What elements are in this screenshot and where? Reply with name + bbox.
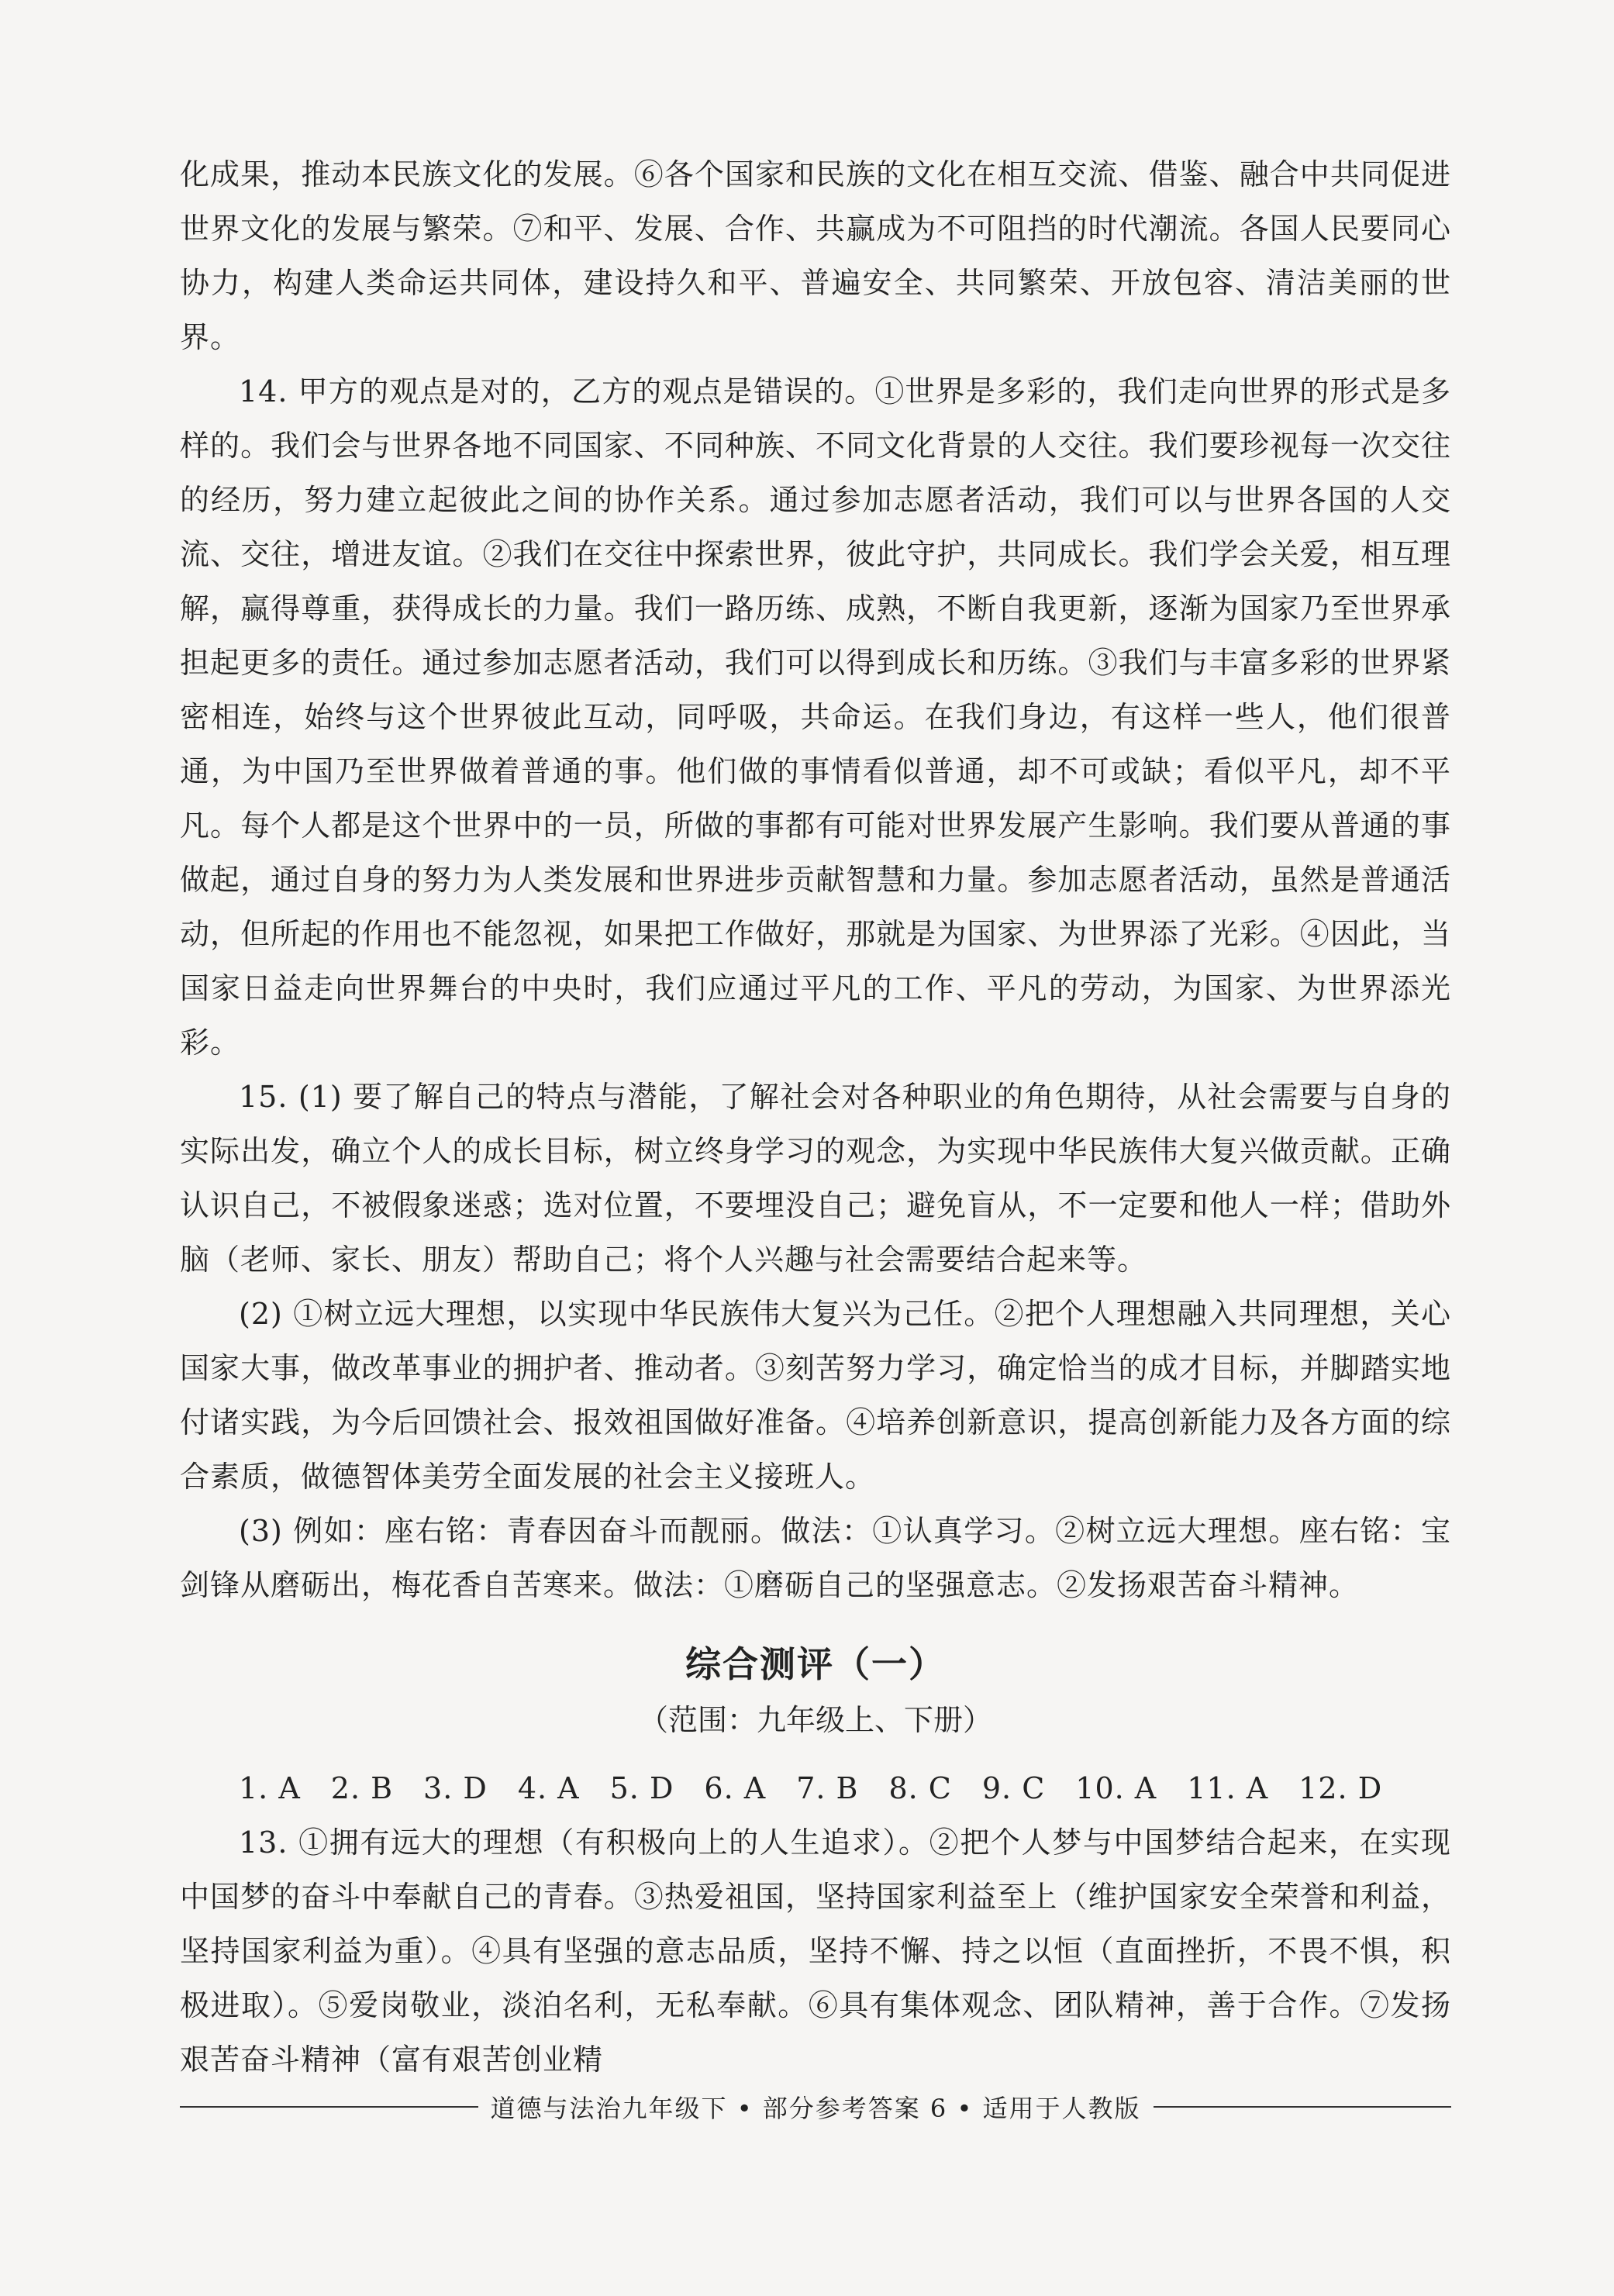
paragraph-q15-3: (3) 例如：座右铭：青春因奋斗而靓丽。做法：①认真学习。②树立远大理想。座右铭：宝剑锋从磨砺出，梅花香自苦寒来。做法：①磨砺自己的坚强意志。②发扬艰苦奋斗精神。 — [180, 1514, 1451, 1602]
answer-body — [180, 147, 1451, 2087]
footer-text: 道德与法治九年级下 • 部分参考答案 6 • 适用于人教版 — [490, 2094, 1141, 2123]
paragraph-q13: 13. ①拥有远大的理想（有积极向上的人生追求）。②把个人梦与中国梦结合起来，在实现中国梦的奋斗中奉献自己的青春。③热爱祖国，坚持国家利益至上（维护国家安全荣誉和利益，坚持国家利益为重）。④具有坚强的意志品质，坚持不懈、持之以恒（直面挫折，不畏不惧，积极进取）。⑤爱岗敬业，淡泊名利，无私奉献。⑥具有集体观念、团队精神，善于合作。⑦发扬艰苦奋斗精神（富有艰苦创业精 — [180, 1825, 1451, 2077]
footer-rule-right — [1154, 2106, 1452, 2108]
paragraph-q14: 14. 甲方的观点是对的，乙方的观点是错误的。①世界是多彩的，我们走向世界的形式是多样的。我们会与世界各地不同国家、不同种族、不同文化背景的人交往。我们要珍视每一次交往的经历，努力建立起彼此之间的协作关系。通过参加志愿者活动，我们可以与世界各国的人交流、交往，增进友谊。②我们在交往中探索世界，彼此守护，共同成长。我们学会关爱，相互理解，赢得尊重，获得成长的力量。我们一路历练、成熟，不断自我更新，逐渐为国家乃至世界承担起更多的责任。通过参加志愿者活动，我们可以得到成长和历练。③我们与丰富多彩的世界紧密相连，始终与这个世界彼此互动，同呼吸，共命运。在我们身边，有这样一些人，他们很普通，为中国乃至世界做着普通的事。他们做的事情看似普通，却不可或缺；看似平凡，却不平凡。每个人都是这个世界中的一员，所做的事都有可能对世界发展产生影响。我们要从普通的事做起，通过自身的努力为人类发展和世界进步贡献智慧和力量。参加志愿者活动，虽然是普通活动，但所起的作用也不能忽视，如果把工作做好，那就是为国家、为世界添了光彩。④因此，当国家日益走向世界舞台的中央时，我们应通过平凡的工作、平凡的劳动，为国家、为世界添光彩。 — [180, 374, 1451, 1060]
answer-key-line: 1. A 2. B 3. D 4. A 5. D 6. A 7. B 8. C 9. C 10. A 11. A 12. D — [239, 1771, 1383, 1805]
paragraph-q15-2: (2) ①树立远大理想，以实现中华民族伟大复兴为己任。②把个人理想融入共同理想，关心国家大事，做改革事业的拥护者、推动者。③刻苦努力学习，确定恰当的成才目标，并脚踏实地付诸实践，为今后回馈社会、报效祖国做好准备。④培养创新意识，提高创新能力及各方面的综合素质，做德智体美劳全面发展的社会主义接班人。 — [180, 1297, 1451, 1494]
footer-rule-left — [180, 2106, 478, 2108]
section-subtitle: （范围：九年级上、下册） — [638, 1703, 992, 1737]
section-title: 综合测评（一） — [685, 1643, 946, 1685]
page-footer — [180, 2085, 1451, 2129]
paragraph-q15-1: 15. (1) 要了解自己的特点与潜能，了解社会对各种职业的角色期待，从社会需要与自身的实际出发，确立个人的成长目标，树立终身学习的观念，为实现中华民族伟大复兴做贡献。正确认识自己，不被假象迷惑；选对位置，不要埋没自己；避免盲从，不一定要和他人一样；借助外脑（老师、家长、朋友）帮助自己；将个人兴趣与社会需要结合起来等。 — [180, 1080, 1451, 1277]
paragraph-culture: 化成果，推动本民族文化的发展。⑥各个国家和民族的文化在相互交流、借鉴、融合中共同促进世界文化的发展与繁荣。⑦和平、发展、合作、共赢成为不可阻挡的时代潮流。各国人民要同心协力，构建人类命运共同体，建设持久和平、普遍安全、共同繁荣、开放包容、清洁美丽的世界。 — [180, 157, 1451, 354]
